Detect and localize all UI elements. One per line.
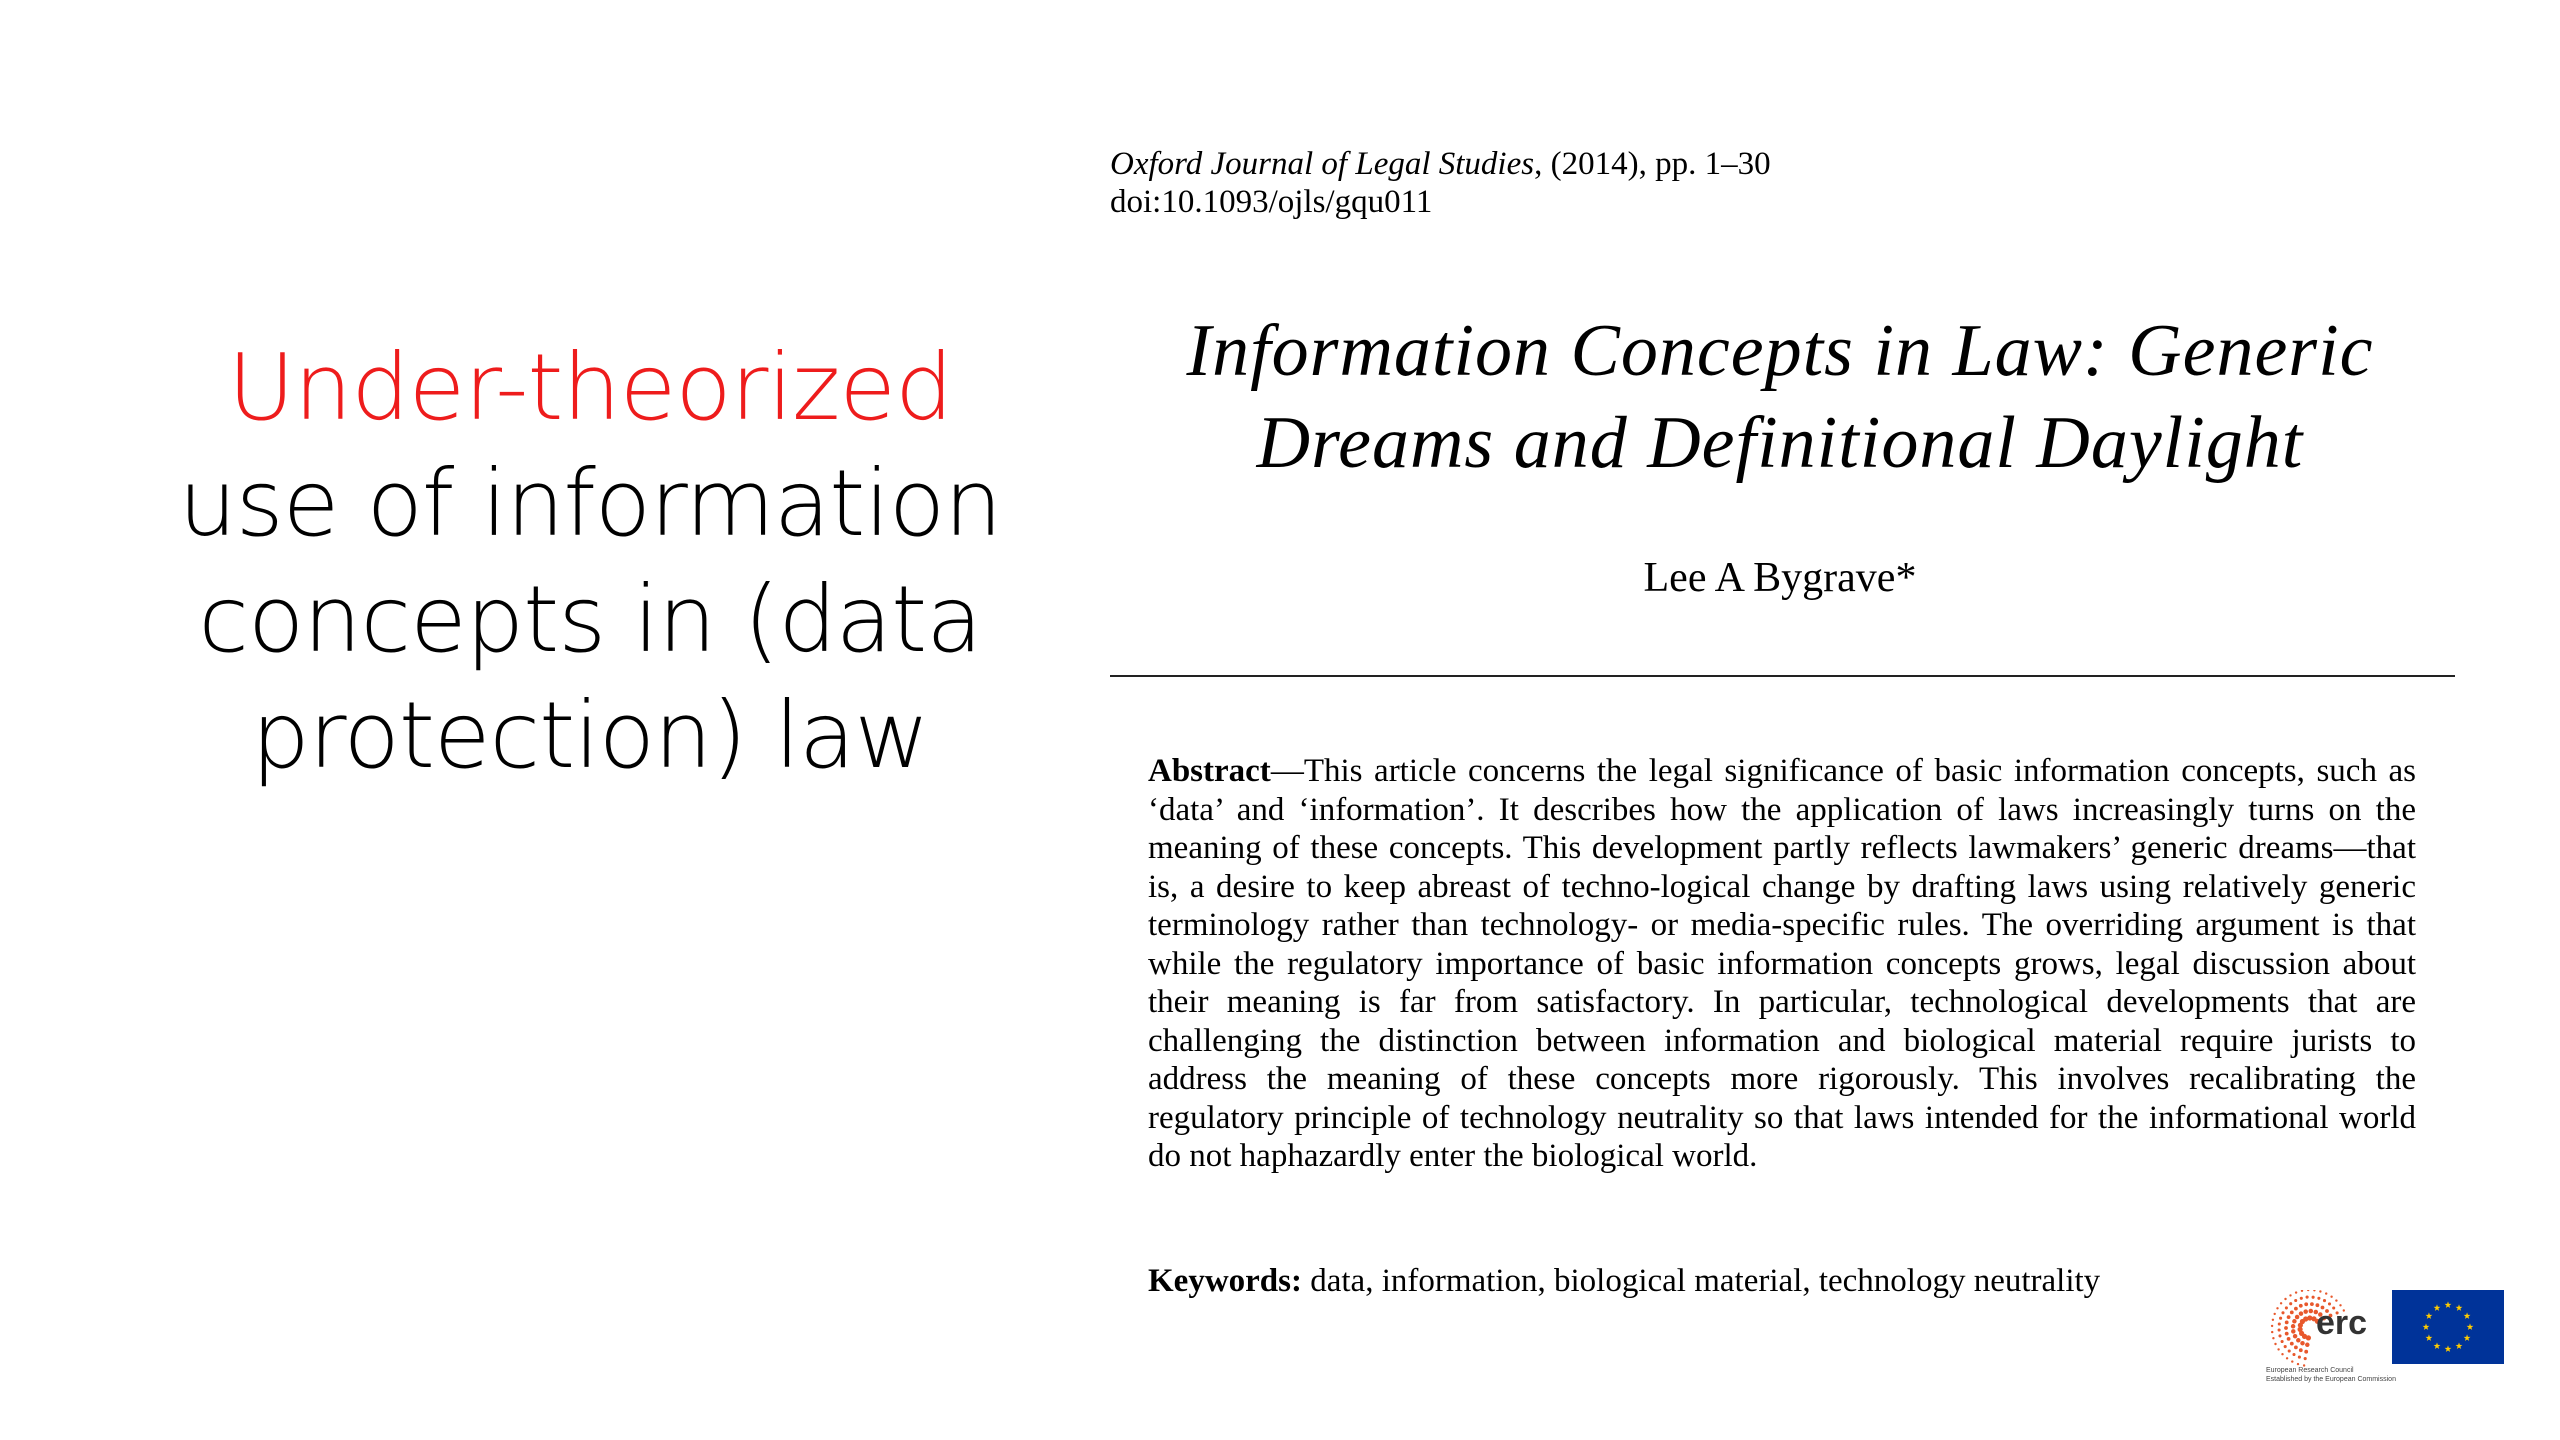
- paper-excerpt: [1110, 145, 2460, 1299]
- abstract-text: —This article concerns the legal significance of basic information concepts, such as ‘data’ and ‘information’. It describes how the application of laws increasingly turns on the meaning of these concepts. This development partly reflects lawmakers’ generic dreams—that is, a desire to keep abreast of techno-logical change by drafting laws using relatively generic terminology rather than technology- or media-specific rules. The overriding argument is that while the regulatory importance of basic information concepts grows, legal discussion about their meaning is far from satisfactory. In particular, technological developments that are challenging the distinction between information and biological material require jurists to address the meaning of these concepts more rigorously. This involves recalibrating the regulatory principle of technology neutrality so that laws intended for the informational world do not haphazardly enter the biological world.: [1148, 753, 2416, 1174]
- slide-heading-highlight: Under-theorized: [227, 334, 953, 441]
- doi: doi:10.1093/ojls/gqu011: [1110, 184, 1433, 220]
- erc-caption-line-1: European Research Council: [2266, 1367, 2354, 1374]
- journal-name: Oxford Journal of Legal Studies: [1110, 146, 1535, 182]
- keywords-text: data, information, biological material, technology neutrality: [1310, 1263, 2101, 1299]
- erc-caption: [2266, 1366, 2396, 1384]
- citation-details: , (2014), pp. 1–30: [1534, 146, 1771, 182]
- keywords: [1148, 1262, 2416, 1300]
- slide-heading-line-3: protection) law: [251, 682, 929, 789]
- slide-heading-line-1: use of information: [178, 450, 1002, 557]
- eu-flag-icon: [2392, 1290, 2504, 1364]
- paper-title-line-1: Information Concepts in Law: Generic: [1186, 310, 2374, 392]
- slide-heading: [70, 330, 1110, 794]
- title-divider: [1110, 675, 2455, 677]
- journal-citation: [1110, 145, 2460, 183]
- erc-caption-line-2: Established by the European Commission: [2266, 1376, 2396, 1383]
- paper-author: Lee A Bygrave*: [1643, 555, 1917, 601]
- abstract: [1148, 752, 2416, 1176]
- erc-text: erc: [2316, 1304, 2368, 1342]
- paper-title-line-2: Dreams and Definitional Daylight: [1256, 402, 2304, 484]
- keywords-label: Keywords:: [1148, 1263, 1302, 1299]
- paper-title: [1110, 305, 2450, 489]
- abstract-label: Abstract: [1148, 753, 1271, 789]
- slide-heading-line-2: concepts in (data: [198, 566, 982, 673]
